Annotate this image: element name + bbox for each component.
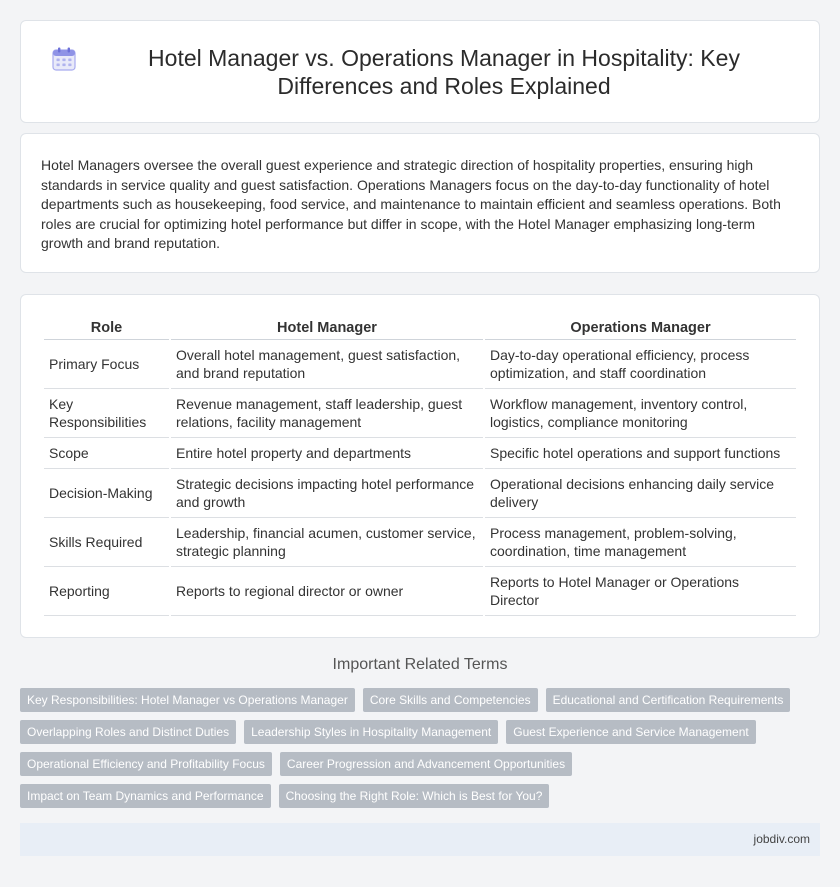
hotel-manager-cell: Overall hotel management, guest satisfaction, and brand reputation: [171, 340, 483, 389]
related-terms-title: Important Related Terms: [332, 656, 508, 673]
related-term-tag[interactable]: Career Progression and Advancement Opportunities: [280, 752, 572, 776]
operations-manager-cell: Reports to Hotel Manager or Operations Director: [485, 567, 796, 616]
row-label: Scope: [44, 438, 169, 469]
header-hotel-manager: Hotel Manager: [171, 315, 483, 340]
row-label: Skills Required: [44, 518, 169, 567]
footer-site-link[interactable]: jobdiv.com: [753, 832, 810, 846]
hotel-manager-cell: Leadership, financial acumen, customer service, strategic planning: [171, 518, 483, 567]
table-row: [44, 438, 796, 469]
title-wrap: [51, 44, 789, 100]
table-header-row: [44, 315, 796, 340]
operations-manager-cell: Day-to-day operational efficiency, process optimization, and staff coordination: [485, 340, 796, 389]
page-title: Hotel Manager vs. Operations Manager in Hospitality: Key Differences and Roles Explained: [148, 44, 740, 99]
table-row: [44, 518, 796, 567]
related-term-tag[interactable]: Key Responsibilities: Hotel Manager vs Operations Manager: [20, 688, 355, 712]
comparison-table: [42, 315, 798, 616]
operations-manager-cell: Operational decisions enhancing daily service delivery: [485, 469, 796, 518]
row-label: Reporting: [44, 567, 169, 616]
operations-manager-cell: Process management, problem-solving, coordination, time management: [485, 518, 796, 567]
table-row: [44, 469, 796, 518]
related-term-tag[interactable]: Impact on Team Dynamics and Performance: [20, 784, 271, 808]
intro-paragraph: Hotel Managers oversee the overall guest experience and strategic direction of hospitality properties, ensuring high standards in service quality and guest satisfaction. Operations Managers focus on the day-to-day functionality of hotel departments such as housekeeping, food service, and maintenance to maintain efficient and seamless operations. Both roles are crucial for optimizing hotel performance but differ in scope, with the Hotel Manager emphasizing long-term growth and brand reputation.: [41, 157, 781, 252]
related-term-tag[interactable]: Educational and Certification Requirements: [546, 688, 791, 712]
operations-manager-cell: Specific hotel operations and support functions: [485, 438, 796, 469]
table-row: [44, 567, 796, 616]
related-terms-section: [0, 656, 840, 808]
related-term-tag[interactable]: Guest Experience and Service Management: [506, 720, 755, 744]
related-terms-tags: [20, 688, 820, 808]
related-term-tag[interactable]: Core Skills and Competencies: [363, 688, 538, 712]
table-row: [44, 389, 796, 438]
operations-manager-cell: Workflow management, inventory control, logistics, compliance monitoring: [485, 389, 796, 438]
footer: [20, 823, 820, 856]
hotel-manager-cell: Strategic decisions impacting hotel performance and growth: [171, 469, 483, 518]
hotel-manager-cell: Revenue management, staff leadership, guest relations, facility management: [171, 389, 483, 438]
title-card: [20, 20, 820, 123]
hotel-manager-cell: Entire hotel property and departments: [171, 438, 483, 469]
header-operations-manager: Operations Manager: [485, 315, 796, 340]
calendar-icon: [51, 46, 77, 72]
intro-card: [20, 133, 820, 273]
comparison-card: [20, 294, 820, 638]
hotel-manager-cell: Reports to regional director or owner: [171, 567, 483, 616]
row-label: Key Responsibilities: [44, 389, 169, 438]
header-role: Role: [44, 315, 169, 340]
row-label: Primary Focus: [44, 340, 169, 389]
table-row: [44, 340, 796, 389]
related-term-tag[interactable]: Operational Efficiency and Profitability Focus: [20, 752, 272, 776]
related-term-tag[interactable]: Overlapping Roles and Distinct Duties: [20, 720, 236, 744]
row-label: Decision-Making: [44, 469, 169, 518]
related-term-tag[interactable]: Choosing the Right Role: Which is Best for You?: [279, 784, 550, 808]
related-term-tag[interactable]: Leadership Styles in Hospitality Management: [244, 720, 498, 744]
